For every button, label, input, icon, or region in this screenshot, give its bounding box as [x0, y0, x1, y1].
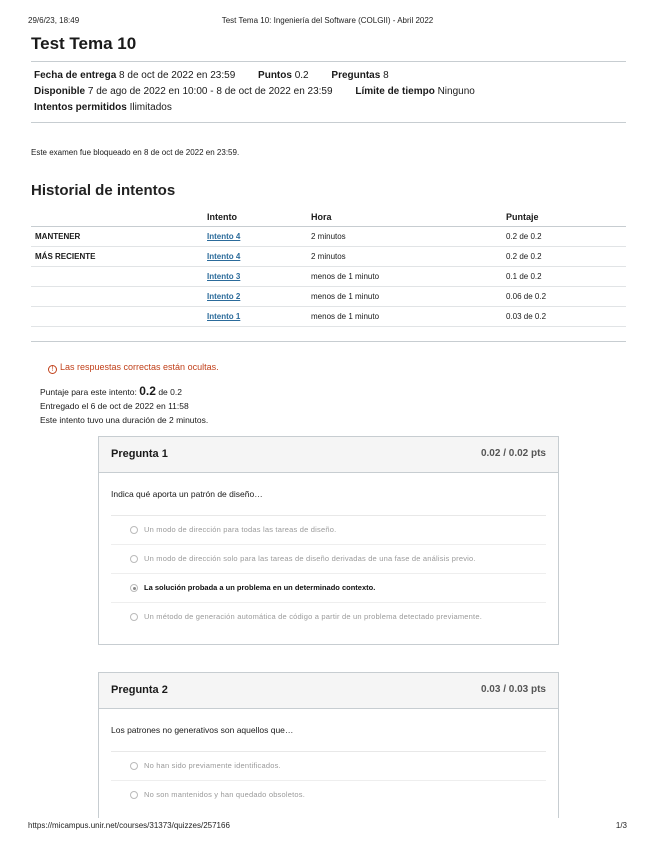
history-score: 0.2 de 0.2 [506, 226, 626, 246]
history-row [31, 246, 626, 266]
history-time: 2 minutos [311, 246, 506, 266]
questions-value: 8 [383, 70, 389, 81]
question-name: Pregunta 1 [111, 448, 168, 460]
answer-label: No han sido previamente identificados. [144, 761, 281, 770]
history-row [31, 306, 626, 326]
question-1 [98, 436, 559, 645]
attempts-label: Intentos permitidos [34, 102, 127, 113]
answer-label: Un modo de dirección solo para las tareas de diseño derivadas de una fase de análisis previo. [144, 554, 476, 563]
answer-option[interactable] [111, 603, 546, 632]
radio-button[interactable] [130, 613, 138, 621]
print-url: https://micampus.unir.net/courses/31373/quizzes/257166 [28, 821, 230, 830]
history-header-score: Puntaje [506, 208, 626, 226]
attempt-score-line [40, 384, 208, 399]
answer-option-selected[interactable] [111, 574, 546, 603]
hidden-answers-warning [48, 362, 219, 374]
history-header-tag [31, 208, 207, 226]
history-score: 0.2 de 0.2 [506, 246, 626, 266]
attempt-duration: Este intento tuvo una duración de 2 minutos. [40, 415, 209, 425]
answer-label: La solución probada a un problema en un determinado contexto. [144, 583, 376, 592]
question-text: Indica qué aporta un patrón de diseño… [111, 489, 263, 499]
info-row-3 [34, 102, 172, 113]
history-tag [31, 266, 207, 286]
attempt-score-prefix: Puntaje para este intento: [40, 387, 137, 397]
radio-button[interactable] [130, 555, 138, 563]
print-doc-title: Test Tema 10: Ingeniería del Software (COLGII) - Abril 2022 [221, 16, 434, 25]
answer-label: Un método de generación automática de código a partir de un problema detectado previamente. [144, 612, 482, 621]
radio-button[interactable] [130, 526, 138, 534]
attempt-link[interactable]: Intento 4 [207, 231, 241, 241]
points-label: Puntos [258, 70, 292, 81]
attempt-link[interactable]: Intento 4 [207, 251, 241, 261]
print-page-number: 1/3 [615, 821, 627, 830]
answer-option[interactable] [111, 781, 546, 810]
history-tag [31, 306, 207, 326]
history-score: 0.1 de 0.2 [506, 266, 626, 286]
history-score: 0.03 de 0.2 [506, 306, 626, 326]
time-limit-label: Límite de tiempo [355, 86, 435, 97]
history-header-row [31, 208, 626, 226]
radio-button[interactable] [130, 791, 138, 799]
page-title: Test Tema 10 [31, 34, 137, 53]
answer-label: No son mantenidos y han quedado obsoletos. [144, 790, 306, 799]
available-value: 7 de ago de 2022 en 10:00 - 8 de oct de 2022 en 23:59 [87, 86, 333, 97]
history-tag: MANTENER [31, 226, 207, 246]
history-divider [31, 341, 626, 342]
question-points: 0.03 / 0.03 pts [480, 684, 546, 695]
time-limit-value: Ninguno [437, 86, 475, 97]
history-time: menos de 1 minuto [311, 286, 506, 306]
print-date: 29/6/23, 18:49 [28, 16, 80, 25]
history-time: menos de 1 minuto [311, 266, 506, 286]
attempt-score-suffix: de 0.2 [158, 387, 182, 397]
info-row-2 [34, 86, 475, 97]
warning-icon: ! [48, 365, 57, 374]
history-tag: MÁS RECIENTE [31, 246, 207, 266]
question-2 [98, 672, 559, 818]
question-points: 0.02 / 0.02 pts [480, 448, 546, 459]
info-row-1 [34, 70, 389, 81]
print-footer [28, 821, 627, 830]
history-table [31, 208, 626, 327]
attempt-link[interactable]: Intento 2 [207, 291, 241, 301]
due-label: Fecha de entrega [34, 70, 117, 81]
history-time: menos de 1 minuto [311, 306, 506, 326]
question-name: Pregunta 2 [111, 684, 168, 696]
answer-option[interactable] [111, 545, 546, 574]
attempt-link[interactable]: Intento 1 [207, 311, 241, 321]
history-title: Historial de intentos [31, 182, 176, 199]
questions-label: Preguntas [331, 70, 381, 81]
warning-text: Las respuestas correctas están ocultas. [60, 362, 219, 372]
points-value: 0.2 [294, 70, 309, 81]
attempt-link[interactable]: Intento 3 [207, 271, 241, 281]
question-header [99, 673, 558, 709]
question-text: Los patrones no generativos son aquellos que… [111, 725, 294, 735]
history-row [31, 286, 626, 306]
history-row [31, 266, 626, 286]
attempt-info [40, 384, 208, 427]
attempts-value: Ilimitados [129, 102, 172, 113]
history-time: 2 minutos [311, 226, 506, 246]
attempt-submitted: Entregado el 6 de oct de 2022 en 11:58 [40, 401, 189, 411]
answer-option[interactable] [111, 516, 546, 545]
radio-button-checked[interactable] [130, 584, 138, 592]
history-tag [31, 286, 207, 306]
radio-button[interactable] [130, 762, 138, 770]
history-header-attempt: Intento [207, 208, 311, 226]
answer-option[interactable] [111, 752, 546, 781]
history-row [31, 226, 626, 246]
answer-label: Un modo de dirección para todas las tareas de diseño. [144, 525, 337, 534]
locked-message: Este examen fue bloqueado en 8 de oct de 2022 en 23:59. [31, 148, 240, 157]
question-header [99, 437, 558, 473]
history-header-time: Hora [311, 208, 506, 226]
quiz-info [31, 61, 626, 123]
due-value: 8 de oct de 2022 en 23:59 [119, 70, 236, 81]
history-score: 0.06 de 0.2 [506, 286, 626, 306]
available-label: Disponible [34, 86, 86, 97]
attempt-score-value: 0.2 [139, 384, 156, 398]
